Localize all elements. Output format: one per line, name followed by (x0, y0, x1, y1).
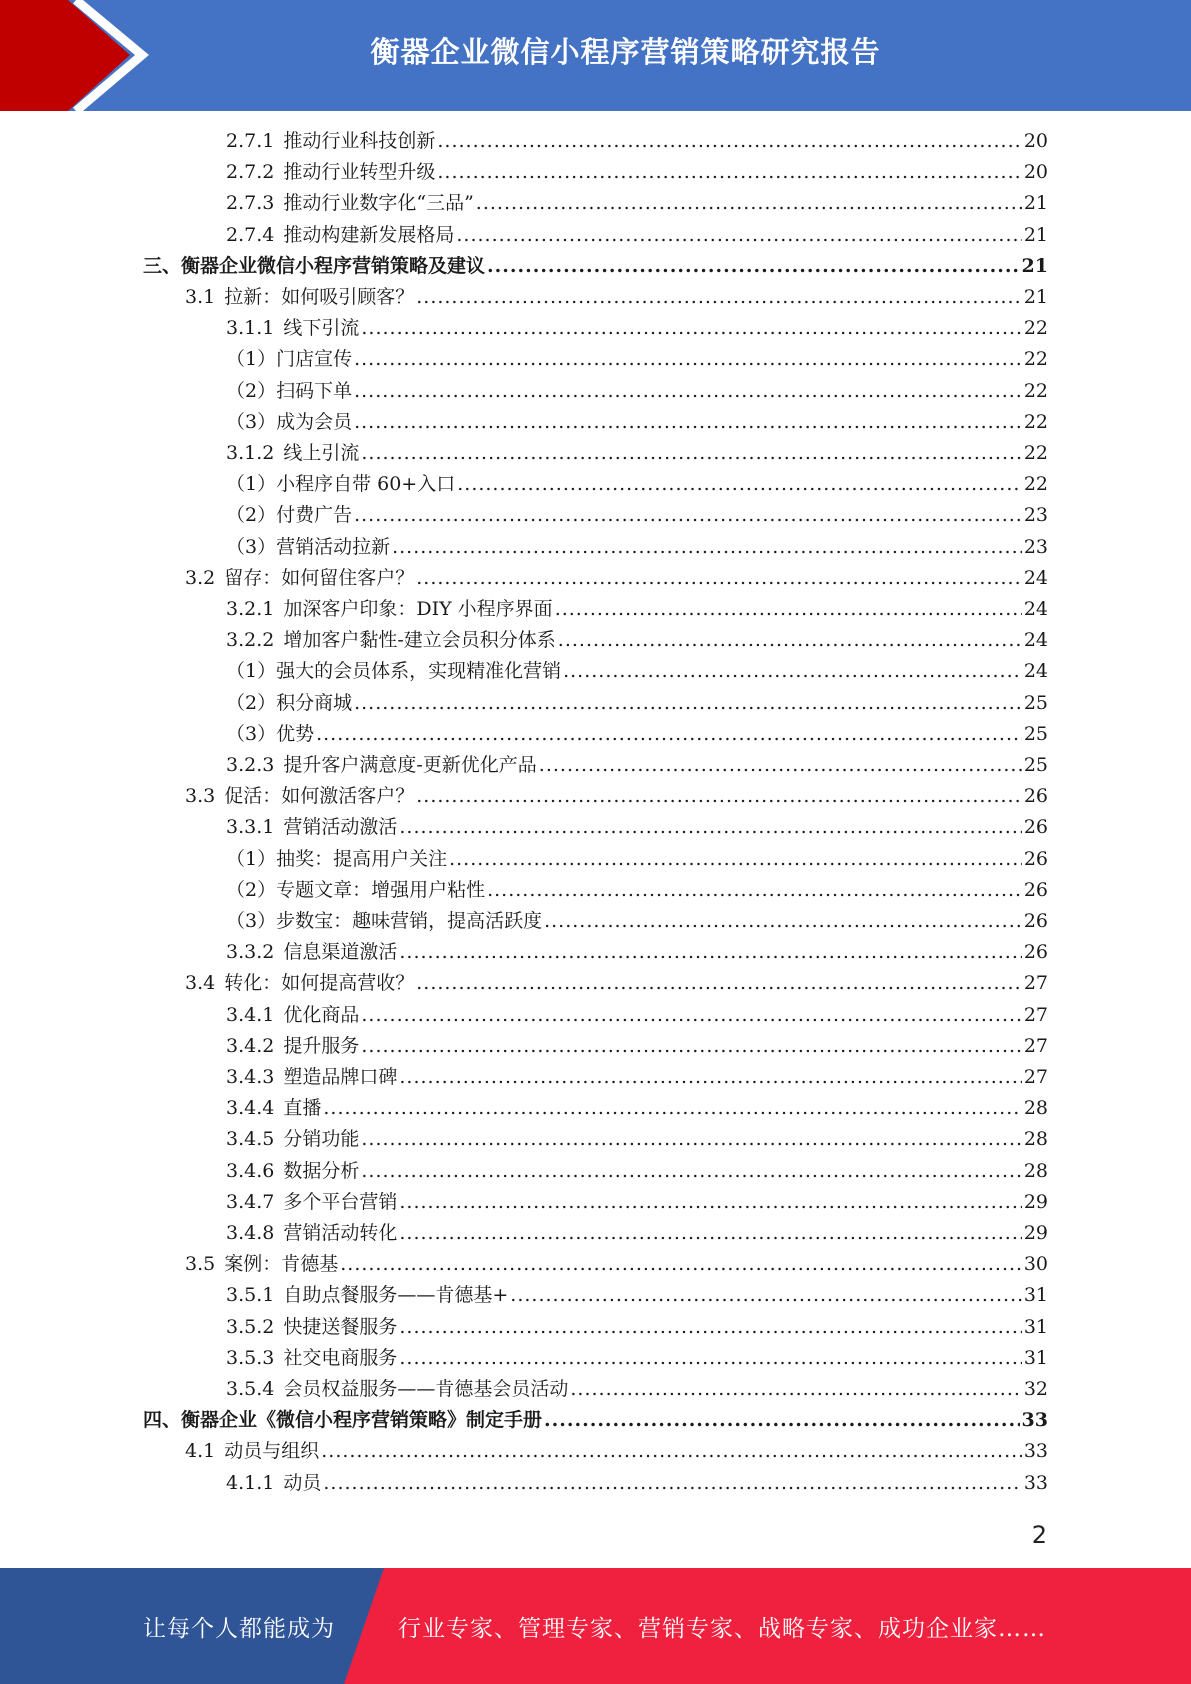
toc-entry-number: 2.7.1 (226, 130, 275, 152)
toc-entry-title: 营销活动转化 (283, 1222, 398, 1244)
toc-entry-number: 3.4.6 (226, 1159, 275, 1182)
toc-entry-page: 33 (1023, 1440, 1048, 1463)
toc-entry-title: 优化商品 (283, 1003, 360, 1026)
toc-entry-page: 28 (1023, 1097, 1048, 1120)
toc-dot-leader (399, 941, 1021, 963)
toc-entry-page: 31 (1023, 1315, 1048, 1338)
toc-entry-number: 4.1.1 (226, 1471, 275, 1494)
page-footer (0, 1568, 1191, 1684)
toc-entry-title: 分销功能 (283, 1128, 360, 1151)
toc-entry[interactable] (226, 1156, 1048, 1184)
toc-dot-leader (539, 754, 1022, 776)
toc-entry[interactable] (226, 500, 1048, 528)
toc-entry[interactable] (226, 1343, 1048, 1371)
toc-entry-page: 24 (1023, 629, 1048, 652)
toc-dot-leader (321, 1440, 1022, 1462)
toc-dot-leader (399, 816, 1021, 838)
toc-entry-title: 增加客户黏性-建立会员积分体系 (283, 629, 556, 652)
toc-dot-leader (361, 442, 1021, 464)
toc-entry-title: 动员与组织 (224, 1440, 320, 1463)
toc-entry-number: 2.7.4 (226, 223, 275, 246)
toc-entry-title: 直播 (283, 1097, 322, 1120)
toc-entry-page: 33 (1021, 1409, 1048, 1432)
toc-entry[interactable] (226, 344, 1048, 372)
toc-entry[interactable] (226, 1312, 1048, 1340)
toc-entry-page: 27 (1023, 1066, 1048, 1088)
toc-entry-number: 3.2.3 (226, 754, 275, 776)
toc-dot-leader (399, 1316, 1021, 1338)
toc-entry-page: 25 (1023, 691, 1048, 714)
toc-dot-leader (361, 317, 1021, 339)
toc-entry-page: 23 (1023, 535, 1048, 558)
toc-entry-title: 线下引流 (283, 317, 360, 340)
toc-dot-leader (354, 380, 1022, 402)
toc-entry-number: 3.1.2 (226, 442, 275, 464)
toc-entry[interactable] (226, 594, 1048, 622)
toc-dot-leader (399, 1066, 1021, 1088)
toc-entry-number: 3.4.1 (226, 1003, 275, 1026)
toc-entry[interactable] (226, 1124, 1048, 1152)
toc-dot-leader (510, 1284, 1022, 1306)
toc-dot-leader (399, 1191, 1021, 1213)
toc-entry-title: 线上引流 (283, 442, 360, 464)
toc-dot-leader (487, 255, 1020, 277)
toc-entry-number: 3.5.1 (226, 1284, 275, 1307)
toc-entry-title: 推动行业科技创新 (283, 130, 436, 152)
toc-dot-leader (354, 348, 1022, 370)
toc-dot-leader (437, 130, 1021, 152)
toc-entry-page: 26 (1023, 878, 1048, 901)
toc-entry[interactable] (226, 188, 1048, 216)
toc-entry-title: 快捷送餐服务 (283, 1315, 398, 1338)
toc-entry-page: 28 (1023, 1128, 1048, 1151)
toc-entry-title: （3）优势 (226, 722, 315, 745)
toc-entry-page: 26 (1023, 941, 1048, 964)
toc-entry-number: 2.7.3 (226, 192, 275, 215)
toc-entry-title: （2）专题文章：增强用户粘性 (226, 878, 486, 901)
toc-dot-leader (544, 910, 1022, 932)
toc-entry[interactable] (226, 438, 1048, 466)
toc-entry-number: 3.1 (185, 286, 216, 308)
toc-entry[interactable] (143, 1405, 1048, 1433)
toc-entry-title: 自助点餐服务——肯德基+ (283, 1284, 509, 1307)
toc-entry-page: 23 (1023, 504, 1048, 527)
toc-entry-page: 24 (1023, 566, 1048, 589)
footer-slogan-left: 让每个人都能成为 (143, 1615, 335, 1642)
toc-dot-leader (476, 192, 1022, 214)
toc-entry-page: 21 (1023, 192, 1048, 215)
toc-entry-page: 26 (1023, 847, 1048, 870)
toc-entry-page: 22 (1023, 410, 1048, 433)
toc-entry-page: 25 (1023, 722, 1048, 745)
toc-entry-title: 数据分析 (283, 1159, 360, 1182)
toc-entry[interactable] (226, 1187, 1048, 1215)
toc-entry[interactable] (226, 376, 1048, 404)
toc-dot-leader (416, 785, 1022, 807)
toc-entry[interactable] (226, 688, 1048, 716)
footer-slogan-right: 行业专家、管理专家、营销专家、战略专家、成功企业家…… (398, 1615, 1046, 1642)
toc-entry-title: 营销活动激活 (283, 816, 398, 839)
toc-entry-number: 3.5 (185, 1253, 216, 1276)
toc-entry[interactable] (226, 844, 1048, 872)
toc-entry-number: 3.4.2 (226, 1034, 275, 1057)
toc-entry[interactable] (226, 812, 1048, 840)
toc-entry[interactable] (226, 1468, 1048, 1496)
toc-entry[interactable] (185, 1249, 1048, 1277)
toc-entry-title: 提升客户满意度-更新优化产品 (283, 754, 537, 776)
toc-entry[interactable] (226, 469, 1048, 497)
toc-entry-number: 3.5.4 (226, 1378, 275, 1400)
toc-entry[interactable] (185, 1436, 1048, 1464)
toc-entry-number: 3.4.7 (226, 1190, 275, 1213)
toc-entry[interactable] (226, 313, 1048, 341)
toc-entry-page: 31 (1023, 1284, 1048, 1307)
toc-dot-leader (340, 1253, 1022, 1275)
toc-entry-title: （1）门店宣传 (226, 348, 353, 371)
toc-entry-page: 22 (1023, 379, 1048, 402)
toc-entry-number: 3.1.1 (226, 317, 275, 340)
toc-entry-page: 22 (1023, 348, 1048, 371)
toc-entry-title: 社交电商服务 (283, 1346, 398, 1369)
toc-dot-leader (399, 1222, 1021, 1244)
toc-dot-leader (563, 660, 1022, 682)
toc-entry-title: 塑造品牌口碑 (283, 1066, 398, 1088)
toc-entry-title: 促活：如何激活客户？ (224, 785, 415, 808)
toc-entry-page: 22 (1023, 473, 1048, 496)
toc-entry-number: 3.5.2 (226, 1315, 275, 1338)
toc-entry-title: （1）抽奖：提高用户关注 (226, 847, 448, 870)
toc-dot-leader (361, 1004, 1021, 1026)
toc-dot-leader (570, 1378, 1021, 1400)
toc-entry-number: 3.4.3 (226, 1066, 275, 1088)
toc-dot-leader (361, 1128, 1021, 1150)
toc-entry-page: 27 (1023, 972, 1048, 995)
toc-entry[interactable] (226, 532, 1048, 560)
toc-dot-leader (555, 598, 1022, 620)
toc-dot-leader (354, 692, 1022, 714)
toc-entry-title: 加深客户印象：DIY 小程序界面 (283, 598, 553, 620)
toc-entry[interactable] (226, 906, 1048, 934)
toc-entry-title: 拉新：如何吸引顾客？ (224, 286, 415, 308)
toc-dot-leader (437, 161, 1021, 183)
toc-dot-leader (323, 1097, 1021, 1119)
toc-entry-page: 26 (1023, 816, 1048, 839)
toc-entry-page: 29 (1023, 1222, 1048, 1244)
toc-dot-leader (544, 1409, 1020, 1431)
toc-entry-title: 推动行业数字化“三品” (283, 192, 474, 215)
toc-entry-title: 提升服务 (283, 1034, 360, 1057)
toc-entry-title: 推动行业转型升级 (283, 161, 436, 184)
toc-entry[interactable] (226, 1031, 1048, 1059)
toc-entry-number: 3.4 (185, 972, 216, 995)
toc-dot-leader (323, 1472, 1021, 1494)
toc-entry-page: 33 (1023, 1471, 1048, 1494)
toc-dot-leader (456, 224, 1021, 246)
toc-dot-leader (416, 286, 1022, 308)
toc-dot-leader (316, 723, 1022, 745)
toc-entry[interactable] (226, 407, 1048, 435)
toc-entry-page: 26 (1023, 910, 1048, 932)
toc-entry-page: 26 (1023, 785, 1048, 808)
toc-dot-leader (354, 411, 1022, 433)
toc-entry-title: （2）扫码下单 (226, 379, 353, 402)
toc-entry[interactable] (226, 937, 1048, 965)
toc-entry-title: 推动构建新发展格局 (283, 223, 455, 246)
toc-entry-page: 22 (1023, 317, 1048, 340)
toc-entry-title: 信息渠道激活 (283, 941, 398, 964)
toc-entry[interactable] (226, 126, 1048, 154)
toc-entry-title: 案例：肯德基 (224, 1253, 339, 1276)
toc-entry-number: 2.7.2 (226, 161, 275, 184)
toc-entry[interactable] (226, 750, 1048, 778)
toc-entry-title: 转化：如何提高营收？ (224, 972, 415, 995)
toc-entry-title: （3）营销活动拉新 (226, 535, 391, 558)
toc-entry[interactable] (226, 220, 1048, 248)
toc-dot-leader (558, 629, 1022, 651)
toc-entry-number: 3.4.5 (226, 1128, 275, 1151)
toc-dot-leader (416, 972, 1022, 994)
toc-entry[interactable] (226, 719, 1048, 747)
toc-entry-number: 3.4.8 (226, 1222, 275, 1244)
toc-entry[interactable] (185, 282, 1048, 310)
toc-entry-title: （2）积分商城 (226, 691, 353, 714)
toc-entry-title: （1）小程序自带 60+入口 (226, 473, 456, 496)
toc-entry-title: 留存：如何留住客户？ (224, 566, 415, 589)
toc-entry[interactable] (226, 157, 1048, 185)
toc-dot-leader (392, 536, 1022, 558)
toc-entry-title: 三、衡器企业微信小程序营销策略及建议 (143, 254, 486, 277)
toc-entry-page: 27 (1023, 1003, 1048, 1026)
toc-entry-number: 3.2.2 (226, 629, 275, 652)
toc-entry-number: 3.3.1 (226, 816, 275, 839)
page-header (0, 0, 1191, 111)
toc-entry[interactable] (226, 1062, 1048, 1090)
toc-entry[interactable] (143, 251, 1048, 279)
toc-entry-title: 四、衡器企业《微信小程序营销策略》制定手册 (143, 1409, 543, 1432)
toc-entry-page: 24 (1023, 598, 1048, 620)
toc-dot-leader (416, 567, 1022, 589)
toc-entry-number: 3.4.4 (226, 1097, 275, 1120)
toc-dot-leader (361, 1035, 1021, 1057)
toc-dot-leader (449, 848, 1022, 870)
toc-entry-title: （1）强大的会员体系，实现精准化营销 (226, 660, 562, 683)
toc-entry-page: 24 (1023, 660, 1048, 683)
toc-entry[interactable] (185, 968, 1048, 996)
toc-entry-number: 4.1 (185, 1440, 216, 1463)
toc-entry-number: 3.3.2 (226, 941, 275, 964)
toc-dot-leader (399, 1347, 1021, 1369)
toc-entry-title: 会员权益服务——肯德基会员活动 (283, 1378, 569, 1400)
toc-entry-number: 3.5.3 (226, 1346, 275, 1369)
toc-dot-leader (487, 879, 1022, 901)
toc-entry-page: 28 (1023, 1159, 1048, 1182)
toc-entry-title: 动员 (283, 1471, 322, 1494)
toc-entry-title: （2）付费广告 (226, 504, 353, 527)
toc-entry-page: 20 (1023, 161, 1048, 184)
toc-entry-page: 29 (1023, 1190, 1048, 1213)
toc-entry[interactable] (226, 1374, 1048, 1402)
toc-entry-page: 27 (1023, 1034, 1048, 1057)
toc-entry-number: 3.2 (185, 566, 216, 589)
toc-entry[interactable] (185, 563, 1048, 591)
toc-entry[interactable] (226, 656, 1048, 684)
toc-entry[interactable] (185, 781, 1048, 809)
toc-entry-title: 多个平台营销 (283, 1190, 398, 1213)
toc-entry[interactable] (226, 875, 1048, 903)
toc-entry-page: 22 (1023, 442, 1048, 464)
toc-dot-leader (361, 1160, 1021, 1182)
toc-entry[interactable] (226, 625, 1048, 653)
toc-entry[interactable] (226, 1000, 1048, 1028)
toc-entry-page: 21 (1023, 286, 1048, 308)
report-title: 衡器企业微信小程序营销策略研究报告 (370, 34, 881, 69)
toc-entry-number: 3.3 (185, 785, 216, 808)
toc-entry-page: 25 (1023, 754, 1048, 776)
toc-dot-leader (457, 473, 1022, 495)
toc-entry[interactable] (226, 1280, 1048, 1308)
toc-entry-page: 20 (1023, 130, 1048, 152)
toc-entry-page: 21 (1023, 223, 1048, 246)
toc-entry-page: 30 (1023, 1253, 1048, 1276)
toc-entry[interactable] (226, 1093, 1048, 1121)
toc-entry-number: 3.2.1 (226, 598, 275, 620)
toc-entry-page: 31 (1023, 1346, 1048, 1369)
page-number: 2 (1031, 1521, 1047, 1549)
toc-dot-leader (354, 504, 1022, 526)
toc-entry-page: 32 (1023, 1378, 1048, 1400)
toc-entry-title: （3）成为会员 (226, 410, 353, 433)
toc-entry-title: （3）步数宝：趣味营销，提高活跃度 (226, 910, 543, 932)
toc-entry-page: 21 (1021, 254, 1048, 277)
toc-entry[interactable] (226, 1218, 1048, 1246)
